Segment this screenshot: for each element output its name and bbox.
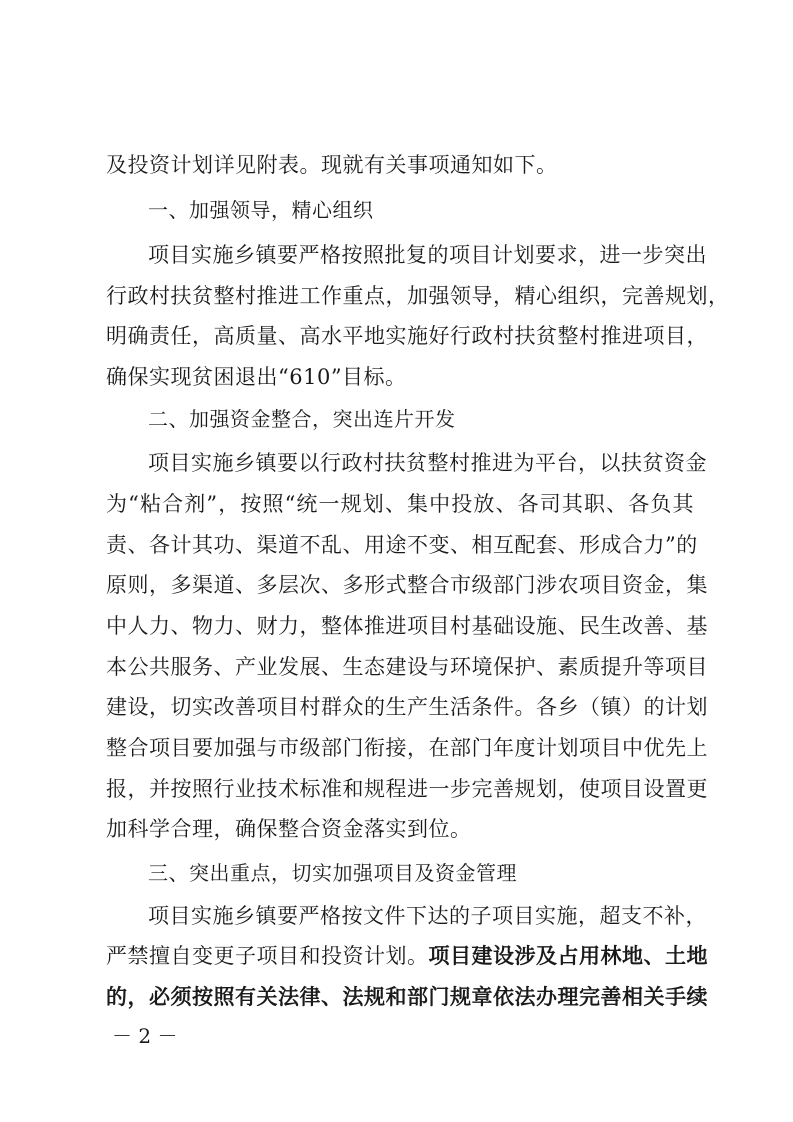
section-2-line-2: 为“粘合剂”，按照“统一规划、集中投放、各司其职、各负其 <box>106 492 694 516</box>
section-1-line-2: 行政村扶贫整村推进工作重点，加强领导，精心组织，完善规划， <box>106 284 730 308</box>
section-2-line-7: 建设，切实改善项目村群众的生产生活条件。各乡（镇）的计划 <box>106 695 708 719</box>
section-2-line-8: 整合项目要加强与市级部门衔接，在部门年度计划项目中优先上 <box>106 736 708 760</box>
section-1-heading: 一、加强领导，精心组织 <box>148 198 374 222</box>
section-2-line-10: 加科学合理，确保整合资金落实到位。 <box>106 817 472 841</box>
section-1-line-1: 项目实施乡镇要严格按照批复的项目计划要求，进一步突出 <box>148 243 707 267</box>
section-3-line-3: 的，必须按照有关法律、法规和部门规章依法办理完善相关手续 <box>106 984 708 1009</box>
section-3-line-2-normal: 严禁擅自变更子项目和投资计划。 <box>106 944 429 968</box>
section-3-heading: 三、突出重点，切实加强项目及资金管理 <box>148 861 517 885</box>
section-2-line-1: 项目实施乡镇要以行政村扶贫整村推进为平台，以扶贫资金 <box>148 451 707 475</box>
section-1-line-4: 确保实现贫困退出“610”目标。 <box>106 365 407 389</box>
section-2-line-9: 报，并按照行业技术标准和规程进一步完善规划，使项目设置更 <box>106 777 708 801</box>
section-2-heading: 二、加强资金整合，突出连片开发 <box>148 407 456 431</box>
intro-line: 及投资计划详见附表。现就有关事项通知如下。 <box>106 153 558 177</box>
section-3-line-2-bold: 项目建设涉及占用林地、土地 <box>428 943 708 968</box>
section-2-line-3: 责、各计其功、渠道不乱、用途不变、相互配套、形成合力”的 <box>106 533 698 557</box>
section-3-line-2 <box>106 942 708 970</box>
section-1-line-3: 明确责任，高质量、高水平地实施好行政村扶贫整村推进项目， <box>106 324 708 348</box>
section-2-line-6: 本公共服务、产业发展、生态建设与环境保护、素质提升等项目 <box>106 655 708 679</box>
page-number: － 2 － <box>112 1024 178 1048</box>
section-3-line-1: 项目实施乡镇要严格按文件下达的子项目实施，超支不补， <box>148 904 707 928</box>
section-2-line-4: 原则，多渠道、多层次、多形式整合市级部门涉农项目资金，集 <box>106 573 708 597</box>
section-2-line-5: 中人力、物力、财力，整体推进项目村基础设施、民生改善、基 <box>106 614 708 638</box>
